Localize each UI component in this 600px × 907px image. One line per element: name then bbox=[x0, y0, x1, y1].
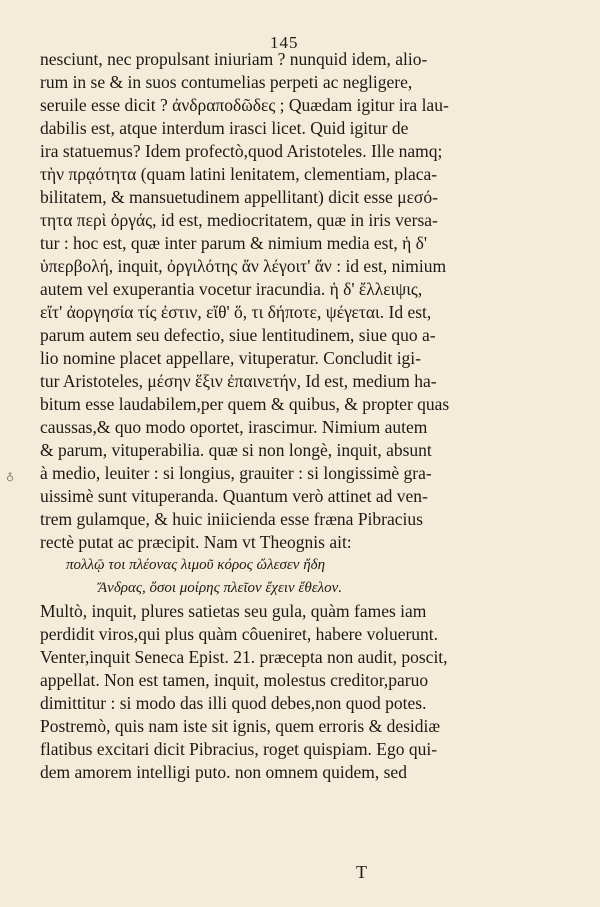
catchword: T bbox=[356, 862, 367, 882]
text-line: perdidit viros,qui plus quàm côueniret, habere voluerunt. bbox=[40, 624, 439, 644]
text-line: rum in se & in suos contumelias perpeti ac negligere, bbox=[40, 72, 413, 92]
text-line: bilitatem, & mansuetudinem appellitant) dicit esse μεσό- bbox=[40, 187, 438, 207]
text-line: tur : hoc est, quæ inter parum & nimium media est, ἡ δ' bbox=[40, 233, 428, 253]
text-line: τὴν πρᾳότητα (quam latini lenitatem, clementiam, placa- bbox=[40, 164, 438, 184]
text-line: εἴτ' ἀοργησία τίς ἐστιν, εἴθ' ὅ, τι δήποτε, ψέγεται. Id est, bbox=[40, 302, 432, 322]
text-line: trem gulamque, & huic iniicienda esse fræna Pibracius bbox=[40, 509, 423, 529]
text-line: Venter,inquit Seneca Epist. 21. præcepta non audit, poscit, bbox=[40, 647, 448, 667]
text-line: appellat. Non est tamen, inquit, molestus creditor,paruo bbox=[40, 670, 429, 690]
text-line: rectè putat ac præcipit. Nam vt Theognis ait: bbox=[40, 532, 352, 552]
text-line: dabilis est, atque interdum irasci licet. Quid igitur de bbox=[40, 118, 409, 138]
text-line: ὑπερβολή, inquit, ὀργιλότης ἄν λέγοιτ' ἄν : id est, nimium bbox=[40, 256, 447, 276]
greek-verse-line: Ἄνδρας, ὅσοι μοίρης πλεῖον ἔχειν ἔθελον. bbox=[98, 580, 343, 596]
text-line: uissimè sunt vituperanda. Quantum verò attinet ad ven- bbox=[40, 486, 428, 506]
text-line: bitum esse laudabilem,per quem & quibus, & propter quas bbox=[40, 394, 450, 414]
page-body-text bbox=[40, 48, 518, 784]
text-line: dem amorem intelligi puto. non omnem quidem, sed bbox=[40, 762, 407, 782]
text-line: autem vel exuperantia vocetur iracundia. ἡ δ' ἔλλειψις, bbox=[40, 279, 423, 299]
text-line: seruile esse dicit ? ἀνδραποδῶδες ; Quædam igitur ira lau- bbox=[40, 95, 449, 115]
text-line: τητα περὶ ὀργάς, id est, mediocritatem, quæ in iris versa- bbox=[40, 210, 438, 230]
text-line: caussas,& quo modo oportet, irascimur. Nimium autem bbox=[40, 417, 428, 437]
text-line: lio nomine placet appellare, vituperatur. Concludit igi- bbox=[40, 348, 422, 368]
text-line: Postremò, quis nam iste sit ignis, quem erroris & desidiæ bbox=[40, 716, 441, 736]
margin-mark: ♁ bbox=[6, 471, 15, 483]
text-line: parum autem seu defectio, siue lentitudinem, siue quo a- bbox=[40, 325, 436, 345]
text-line: flatibus excitari dicit Pibracius, roget quispiam. Ego qui- bbox=[40, 739, 438, 759]
text-line: dimittitur : si modo das illi quod debes,non quod potes. bbox=[40, 693, 427, 713]
text-line: ira statuemus? Idem profectò,quod Aristoteles. Ille namq; bbox=[40, 141, 443, 161]
text-line: nesciunt, nec propulsant iniuriam ? nunquid idem, alio- bbox=[40, 49, 428, 69]
page-number: 145 bbox=[270, 33, 299, 52]
text-line: tur Aristoteles, μέσην ἕξιν ἐπαινετήν, Id est, medium ha- bbox=[40, 371, 437, 391]
text-line: & parum, vituperabilia. quæ si non longè, inquit, absunt bbox=[40, 440, 432, 460]
text-line: à medio, leuiter : si longius, grauiter : si longissimè gra- bbox=[40, 463, 432, 483]
greek-verse-line: πολλῷ τοι πλέονας λιμοῦ κόρος ὤλεσεν ἤδη bbox=[66, 557, 326, 573]
text-line: Multò, inquit, plures satietas seu gula, quàm fames iam bbox=[40, 601, 427, 621]
